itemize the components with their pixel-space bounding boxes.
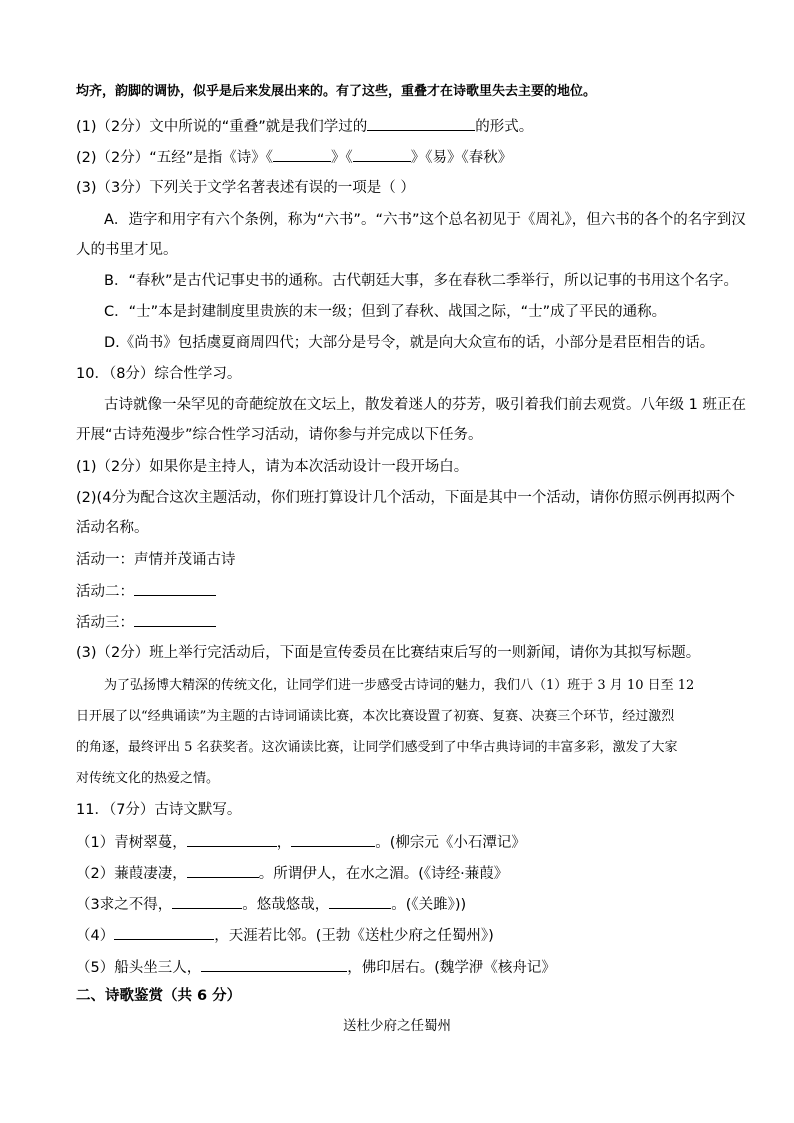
blank-line	[353, 147, 411, 162]
q11-line3-a: （3求之不得，	[76, 897, 173, 913]
q10-part2: (2)(4分为配合这次主题活动，你们班打算设计几个活动，下面是其中一个活动，请你仿照示例再拟两个	[76, 490, 735, 506]
q11-line1-b: ，	[276, 835, 292, 851]
blank-line	[134, 612, 216, 627]
blank-line	[187, 863, 259, 878]
q11-line4-a: （4）	[76, 928, 115, 944]
q11-line4	[76, 925, 494, 946]
news-paragraph-cont: 的角逐，最终评出 5 名获奖者。这次诵读比赛，让同学们感受到了中华古典诗词的丰富多彩，激发了大家	[76, 740, 678, 755]
blank-line	[114, 925, 214, 940]
q11-line1	[76, 832, 526, 853]
q9-option-d: D.《尚书》包括虞夏商周四代；大部分是号令，就是向大众宣布的话，小部分是君臣相告的话。	[104, 335, 715, 351]
q9-part1	[76, 116, 533, 137]
q9-part3: (3)（3分）下列关于文学名著表述有误的一项是（ ）	[76, 180, 415, 196]
q9-part2-c: 》《易》《春秋》	[410, 150, 513, 166]
activity-one: 活动一：声情并茂诵古诗	[76, 552, 236, 568]
q9-option-a-cont: 人的书里才见。	[76, 242, 178, 258]
q9-part1-suffix: 的形式。	[475, 119, 534, 135]
q11-line1-a: （1）青树翠蔓，	[76, 835, 187, 851]
q11-line3	[76, 894, 466, 915]
q9-option-c: C．“士”本是封建制度里贵族的末一级；但到了春秋、战国之际，“士”成了平民的通称。	[104, 304, 667, 320]
q11-line2	[76, 863, 508, 884]
q9-option-b: B．“春秋”是古代记事史书的通称。古代朝廷大事，多在春秋二季举行，所以记事的书用这个名字。	[104, 273, 738, 289]
poem-title: 送杜少府之任蜀州	[343, 1018, 451, 1034]
q11-line3-b: 。悠哉悠哉，	[242, 897, 330, 913]
q11-line5-b: ，佛印居右。(魏学洢《核舟记》	[347, 960, 556, 976]
q10-part2-cont: 活动名称。	[76, 520, 149, 536]
blank-line	[329, 894, 391, 909]
q10-paragraph-cont: 开展“古诗苑漫步”综合性学习活动，请你参与并完成以下任务。	[76, 427, 483, 443]
intro-tail-text: 均齐，韵脚的调协，似乎是后来发展出来的。有了这些，重叠才在诗歌里失去主要的地位。	[76, 84, 597, 99]
blank-line	[134, 581, 216, 596]
activity-three	[76, 612, 216, 633]
q11-line2-b: 。所谓伊人，在水之湄。(《诗经·蒹葭》	[258, 866, 509, 882]
q11-line3-c: 。(《关雎》))	[391, 897, 467, 913]
q9-part1-prefix: (1)（2分）文中所说的“重叠”就是我们学过的	[76, 119, 368, 135]
q9-part2-b: 》《	[331, 150, 353, 166]
q11-line1-c: 。(柳宗元《小石潭记》	[375, 835, 526, 851]
blank-line	[367, 116, 475, 131]
q10-part3: (3)（2分）班上举行完活动后，下面是宣传委员在比赛结束后写的一则新闻，请你为其拟写标题。	[76, 645, 701, 661]
q11-heading: 11．（7分）古诗文默写。	[76, 802, 242, 818]
q10-heading: 10．（8分）综合性学习。	[76, 366, 242, 382]
news-paragraph: 为了弘扬博大精深的传统文化，让同学们进一步感受古诗词的魅力，我们八（1）班于 3 月 10 日至 12	[104, 678, 695, 693]
q11-line2-a: （2）蒹葭凄凄，	[76, 866, 187, 882]
activity-two-label: 活动二：	[76, 584, 134, 600]
q11-line5-a: （5）船头坐三人，	[76, 960, 202, 976]
activity-three-label: 活动三：	[76, 615, 134, 631]
news-paragraph-cont: 对传统文化的热爱之情。	[76, 771, 220, 786]
blank-line	[291, 832, 375, 847]
blank-line	[201, 957, 347, 972]
blank-line	[273, 147, 331, 162]
q10-paragraph: 古诗就像一朵罕见的奇葩绽放在文坛上，散发着迷人的芬芳，吸引着我们前去观赏。八年级 1 班正在	[104, 397, 746, 413]
q11-line5	[76, 957, 556, 978]
q10-part1: (1)（2分）如果你是主持人，请为本次活动设计一段开场白。	[76, 459, 469, 475]
q9-option-a: A．造字和用字有六个条例，称为“六书”。“六书”这个总名初见于《周礼》，但六书的各个的名字到汉	[104, 212, 746, 228]
blank-line	[172, 894, 242, 909]
blank-line	[187, 832, 277, 847]
activity-two	[76, 581, 216, 602]
section-heading: 二、诗歌鉴赏（共 6 分）	[76, 988, 242, 1004]
news-paragraph-cont: 日开展了以“经典诵读”为主题的古诗词诵读比赛，本次比赛设置了初赛、复赛、决赛三个环节，经过激烈	[76, 709, 675, 724]
q9-part2-a: (2)（2分）“五经”是指《诗》《	[76, 150, 274, 166]
q9-part2	[76, 147, 512, 168]
q11-line4-b: ，天涯若比邻。(王勃《送杜少府之任蜀州》)	[214, 928, 494, 944]
